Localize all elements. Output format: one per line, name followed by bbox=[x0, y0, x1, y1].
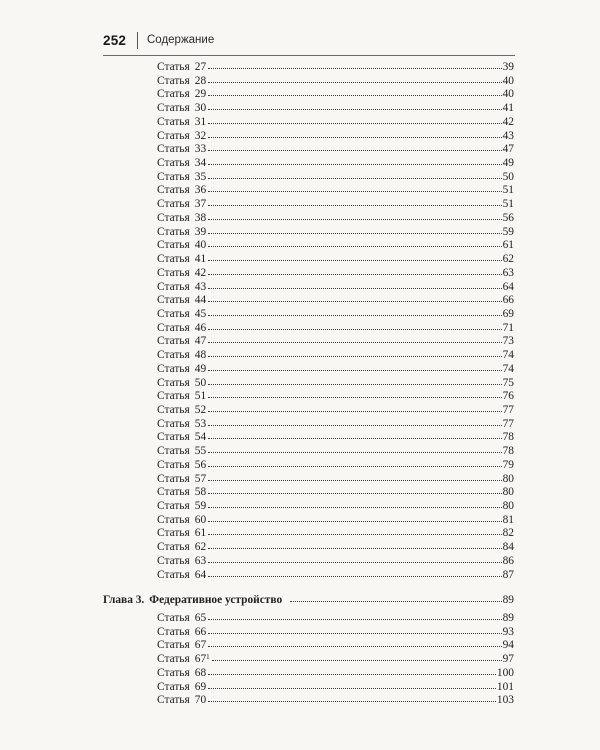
toc-entry-number-value: 44 bbox=[194, 294, 207, 306]
toc-entry-number-value: 33 bbox=[194, 143, 207, 155]
toc-entry-page: 84 bbox=[502, 541, 514, 553]
toc-entry-label: Статья bbox=[157, 555, 190, 567]
toc-entry-number bbox=[195, 500, 206, 513]
toc-entry bbox=[157, 115, 514, 128]
toc-entry-number bbox=[195, 694, 206, 707]
toc-entry-number-value: 35 bbox=[194, 171, 207, 183]
toc-entry-number bbox=[195, 184, 206, 197]
toc-entry-page: 42 bbox=[502, 116, 514, 128]
toc-entry-number bbox=[195, 363, 206, 376]
toc-entry-number bbox=[195, 102, 206, 115]
dot-leader bbox=[208, 498, 501, 508]
page-number: 252 bbox=[103, 33, 127, 48]
dot-leader bbox=[208, 86, 501, 96]
toc-entry bbox=[157, 142, 514, 155]
toc-entry-label: Статья bbox=[157, 157, 190, 169]
toc-entry-number bbox=[195, 143, 206, 156]
toc-entry-label: Статья bbox=[157, 198, 190, 210]
toc-entry-number bbox=[195, 116, 206, 129]
toc-entry-number-value: 62 bbox=[194, 541, 207, 553]
toc-entry-number-value: 36 bbox=[194, 184, 207, 196]
dot-leader bbox=[208, 196, 501, 206]
toc-entry bbox=[157, 183, 514, 196]
toc-entry-label: Статья bbox=[157, 281, 190, 293]
dot-leader bbox=[208, 512, 501, 522]
toc-entry bbox=[157, 485, 514, 498]
toc-entry-page: 47 bbox=[502, 143, 514, 155]
dot-leader bbox=[208, 388, 501, 398]
toc-entry-page: 50 bbox=[502, 171, 514, 183]
toc-entry-page: 66 bbox=[502, 294, 514, 306]
toc-entry-number-value: 67 bbox=[194, 653, 207, 665]
toc-entry-page: 77 bbox=[502, 418, 514, 430]
dot-leader bbox=[208, 553, 501, 563]
toc-entry-number bbox=[195, 404, 206, 417]
dot-leader bbox=[208, 155, 501, 165]
toc-entry-page: 103 bbox=[496, 694, 514, 706]
toc-chapter-heading bbox=[103, 593, 514, 608]
toc-entry-page: 40 bbox=[502, 75, 514, 87]
toc-entry-number bbox=[195, 569, 206, 582]
toc-entry-number-value: 47 bbox=[194, 335, 207, 347]
dot-leader bbox=[208, 169, 501, 179]
toc-entry bbox=[157, 499, 514, 512]
toc-entry-page: 77 bbox=[502, 404, 514, 416]
toc-entry-number bbox=[195, 239, 206, 252]
dot-leader bbox=[208, 692, 496, 702]
toc-entry-label: Статья bbox=[157, 308, 190, 320]
toc-entry-page: 69 bbox=[502, 308, 514, 320]
toc-entry-page: 94 bbox=[502, 639, 514, 651]
toc-entry-label: Статья bbox=[157, 681, 190, 693]
toc-entry bbox=[157, 87, 514, 100]
toc-entry-number-value: 55 bbox=[194, 445, 207, 457]
toc-entry bbox=[157, 611, 514, 624]
dot-leader bbox=[208, 361, 501, 371]
toc-entry-number-value: 65 bbox=[194, 612, 207, 624]
toc-entry bbox=[157, 156, 514, 169]
toc-entry-label: Статья bbox=[157, 143, 190, 155]
toc-entry-number-value: 40 bbox=[194, 239, 207, 251]
toc-entry-number bbox=[195, 527, 206, 540]
toc-entry-page: 73 bbox=[502, 335, 514, 347]
toc-entry-number bbox=[195, 157, 206, 170]
toc-entry-number-value: 67 bbox=[194, 639, 207, 651]
toc-entry-number-value: 64 bbox=[194, 569, 207, 581]
dot-leader bbox=[208, 347, 501, 357]
toc-entry bbox=[157, 362, 514, 375]
toc-entry-number bbox=[195, 431, 206, 444]
toc-entry-label: Статья bbox=[157, 130, 190, 142]
dot-leader bbox=[212, 651, 502, 661]
running-header-title: Содержание bbox=[147, 34, 215, 46]
toc-entry-page: 59 bbox=[502, 226, 514, 238]
dot-leader bbox=[208, 141, 501, 151]
toc-entry-number-value: 46 bbox=[194, 322, 207, 334]
toc-entry-page: 87 bbox=[502, 569, 514, 581]
dot-leader bbox=[208, 539, 501, 549]
toc-entry-number-value: 70 bbox=[194, 694, 207, 706]
toc-entry-number-value: 27 bbox=[194, 61, 207, 73]
toc-entry bbox=[157, 458, 514, 471]
toc-entry-page: 86 bbox=[502, 555, 514, 567]
toc-entry bbox=[157, 638, 514, 651]
toc-entry-number-value: 58 bbox=[194, 486, 207, 498]
toc-entry-page: 74 bbox=[502, 363, 514, 375]
toc-entry-page: 74 bbox=[502, 349, 514, 361]
toc-entry-number-value: 54 bbox=[194, 431, 207, 443]
toc-entry-label: Статья bbox=[157, 184, 190, 196]
toc-entry-number-value: 42 bbox=[194, 267, 207, 279]
toc-entry-label: Статья bbox=[157, 61, 190, 73]
toc-entry-number bbox=[195, 88, 206, 101]
toc-entry-label: Статья bbox=[157, 390, 190, 402]
toc-entry bbox=[157, 211, 514, 224]
toc-entry-number bbox=[195, 612, 206, 625]
toc-entry-page: 61 bbox=[502, 239, 514, 251]
toc-entry-page: 79 bbox=[502, 459, 514, 471]
toc-entry-page: 97 bbox=[502, 653, 514, 665]
toc-entry-label: Статья bbox=[157, 349, 190, 361]
toc-entry-number-value: 43 bbox=[194, 281, 207, 293]
toc-entry-number-value: 61 bbox=[194, 527, 207, 539]
dot-leader bbox=[208, 443, 501, 453]
toc-entry-number-value: 38 bbox=[194, 212, 207, 224]
toc-entry-number bbox=[195, 486, 206, 499]
dot-leader bbox=[208, 665, 496, 675]
toc-entry bbox=[157, 444, 514, 457]
dot-leader bbox=[208, 457, 501, 467]
toc-entry-number-value: 32 bbox=[194, 130, 207, 142]
toc-entry bbox=[157, 554, 514, 567]
toc-entry bbox=[157, 526, 514, 539]
toc-entry-label: Статья bbox=[157, 445, 190, 457]
dot-leader bbox=[208, 100, 501, 110]
dot-leader bbox=[208, 251, 501, 261]
chapter-title: Федеративное устройство bbox=[149, 594, 283, 606]
header-separator bbox=[137, 32, 138, 49]
dot-leader bbox=[208, 637, 501, 647]
toc-entry-label: Статья bbox=[157, 694, 190, 706]
toc-entry-label: Статья bbox=[157, 322, 190, 334]
toc-entry bbox=[157, 101, 514, 114]
toc-entry-label: Статья bbox=[157, 514, 190, 526]
toc-entry-page: 41 bbox=[502, 102, 514, 114]
toc-entry-label: Статья bbox=[157, 418, 190, 430]
toc-entry-label: Статья bbox=[157, 527, 190, 539]
toc-entry-label: Статья bbox=[157, 626, 190, 638]
toc-entry-number bbox=[195, 390, 206, 403]
toc-entry-label: Статья bbox=[157, 612, 190, 624]
toc-entry-number bbox=[195, 267, 206, 280]
toc-entry-number bbox=[195, 253, 206, 266]
toc-entry bbox=[157, 403, 514, 416]
toc-entry bbox=[157, 666, 514, 679]
toc-entry-page: 63 bbox=[502, 267, 514, 279]
dot-leader bbox=[208, 402, 501, 412]
dot-leader bbox=[208, 333, 501, 343]
toc-entry-label: Статья bbox=[157, 377, 190, 389]
toc-entry-number-value: 37 bbox=[194, 198, 207, 210]
toc-entry-page: 76 bbox=[502, 390, 514, 402]
toc-entry bbox=[157, 238, 514, 251]
toc-entry-number-value: 56 bbox=[194, 459, 207, 471]
toc-entry-number-value: 68 bbox=[194, 667, 207, 679]
dot-leader bbox=[208, 567, 501, 577]
toc-entry-number bbox=[195, 667, 206, 680]
dot-leader bbox=[208, 182, 501, 192]
toc-entry-number bbox=[195, 445, 206, 458]
toc-entry bbox=[157, 693, 514, 706]
toc-entry-label: Статья bbox=[157, 473, 190, 485]
toc-entry-number-value: 29 bbox=[194, 88, 207, 100]
toc-entry-number-value: 59 bbox=[194, 500, 207, 512]
toc-entry-label: Статья bbox=[157, 171, 190, 183]
toc-entry-number-value: 49 bbox=[194, 363, 207, 375]
toc-entry-label: Статья bbox=[157, 267, 190, 279]
chapter-label: Глава 3. bbox=[103, 594, 145, 606]
toc-entry-number-value: 31 bbox=[194, 116, 207, 128]
toc-entry bbox=[157, 307, 514, 320]
toc-entry-page: 93 bbox=[502, 626, 514, 638]
running-header bbox=[103, 33, 515, 56]
toc-entry-number-value: 66 bbox=[194, 626, 207, 638]
dot-leader bbox=[208, 128, 501, 138]
dot-leader bbox=[208, 237, 501, 247]
toc-entry bbox=[157, 389, 514, 402]
toc-entry-label: Статья bbox=[157, 102, 190, 114]
toc-entry-number bbox=[195, 198, 206, 211]
toc-entry-label: Статья bbox=[157, 486, 190, 498]
toc-entry-number-value: 48 bbox=[194, 349, 207, 361]
toc-entry-number bbox=[195, 349, 206, 362]
toc-entry bbox=[157, 252, 514, 265]
toc-entry-number-value: 45 bbox=[194, 308, 207, 320]
toc-entry-label: Статья bbox=[157, 212, 190, 224]
toc-entry-number bbox=[195, 335, 206, 348]
toc-entry-label: Статья bbox=[157, 363, 190, 375]
toc-entry-label: Статья bbox=[157, 569, 190, 581]
toc-entry-page: 100 bbox=[496, 667, 514, 679]
dot-leader bbox=[208, 306, 501, 316]
toc-entry-page: 78 bbox=[502, 445, 514, 457]
toc-entry-page: 80 bbox=[502, 500, 514, 512]
toc-entry bbox=[157, 652, 514, 665]
toc-entry-number-value: 53 bbox=[194, 418, 207, 430]
toc-entry-page: 71 bbox=[502, 322, 514, 334]
toc-entry-page: 82 bbox=[502, 527, 514, 539]
toc-entry-label: Статья bbox=[157, 459, 190, 471]
dot-leader bbox=[208, 429, 501, 439]
toc-entry-number-value: 69 bbox=[194, 681, 207, 693]
toc-entry-page: 43 bbox=[502, 130, 514, 142]
toc-entry-number-value: 30 bbox=[194, 102, 207, 114]
chapter-page: 89 bbox=[502, 594, 514, 606]
dot-leader bbox=[208, 471, 501, 481]
toc-entry-number-value: 39 bbox=[194, 226, 207, 238]
toc-entry-page: 78 bbox=[502, 431, 514, 443]
toc-entry-page: 49 bbox=[502, 157, 514, 169]
dot-leader bbox=[208, 416, 501, 426]
dot-leader bbox=[290, 592, 501, 602]
toc-entry-number bbox=[195, 212, 206, 225]
dot-leader bbox=[208, 210, 501, 220]
toc-entry-label: Статья bbox=[157, 239, 190, 251]
toc-entry bbox=[157, 348, 514, 361]
toc-entry-number-value: 28 bbox=[194, 75, 207, 87]
toc-entry-number bbox=[195, 459, 206, 472]
toc-entry-page: 89 bbox=[502, 612, 514, 624]
toc-entry-label: Статья bbox=[157, 431, 190, 443]
dot-leader bbox=[208, 525, 501, 535]
toc-entry-number-value: 51 bbox=[194, 390, 207, 402]
toc-entry bbox=[157, 334, 514, 347]
toc-entry-label: Статья bbox=[157, 639, 190, 651]
toc-entry-number-value: 41 bbox=[194, 253, 207, 265]
toc-entry-page: 56 bbox=[502, 212, 514, 224]
dot-leader bbox=[208, 73, 501, 83]
dot-leader bbox=[208, 610, 501, 620]
toc-entry-number-value: 50 bbox=[194, 377, 207, 389]
toc-entry-page: 40 bbox=[502, 88, 514, 100]
toc-entry-page: 80 bbox=[502, 473, 514, 485]
toc-entry-label: Статья bbox=[157, 226, 190, 238]
toc-entry-label: Статья bbox=[157, 404, 190, 416]
toc-entry bbox=[157, 266, 514, 279]
toc-entry-page: 81 bbox=[502, 514, 514, 526]
toc-entry-page: 75 bbox=[502, 377, 514, 389]
toc-entry-page: 101 bbox=[496, 681, 514, 693]
toc-entry-page: 80 bbox=[502, 486, 514, 498]
toc-entry-superscript: 1 bbox=[206, 653, 210, 661]
toc-entry-number-value: 52 bbox=[194, 404, 207, 416]
toc-entry-number bbox=[195, 61, 206, 74]
toc-entry-label: Статья bbox=[157, 667, 190, 679]
toc-entry bbox=[157, 568, 514, 581]
toc-entry-label: Статья bbox=[157, 253, 190, 265]
toc-entry-page: 39 bbox=[502, 61, 514, 73]
toc-entry-label: Статья bbox=[157, 75, 190, 87]
toc-entry-number-value: 63 bbox=[194, 555, 207, 567]
toc-entry-number-value: 57 bbox=[194, 473, 207, 485]
toc-entry-label: Статья bbox=[157, 88, 190, 100]
dot-leader bbox=[208, 375, 501, 385]
toc-entry-label: Статья bbox=[157, 294, 190, 306]
toc-entry-number-value: 60 bbox=[194, 514, 207, 526]
toc-entry bbox=[157, 293, 514, 306]
dot-leader bbox=[208, 320, 501, 330]
toc-entry-number bbox=[195, 294, 206, 307]
toc-entry-label: Статья bbox=[157, 541, 190, 553]
toc-entry-number bbox=[195, 541, 206, 554]
dot-leader bbox=[208, 679, 496, 689]
dot-leader bbox=[208, 279, 501, 289]
dot-leader bbox=[208, 224, 501, 234]
dot-leader bbox=[208, 484, 501, 494]
toc-entry-label: Статья bbox=[157, 116, 190, 128]
dot-leader bbox=[208, 624, 501, 634]
toc-entry-number bbox=[195, 555, 206, 568]
toc-entry-number bbox=[195, 639, 206, 652]
dot-leader bbox=[208, 59, 501, 69]
toc-entry-page: 51 bbox=[502, 184, 514, 196]
toc-entry-page: 64 bbox=[502, 281, 514, 293]
toc-entry-number bbox=[195, 308, 206, 321]
dot-leader bbox=[208, 265, 501, 275]
toc-entry bbox=[157, 540, 514, 553]
toc-entry-page: 62 bbox=[502, 253, 514, 265]
toc-entry bbox=[157, 430, 514, 443]
toc-entry-number-value: 34 bbox=[194, 157, 207, 169]
toc-entry bbox=[157, 197, 514, 210]
dot-leader bbox=[208, 114, 501, 124]
toc-entry-page: 51 bbox=[502, 198, 514, 210]
toc-entry-label: Статья bbox=[157, 500, 190, 512]
toc-entry-label: Статья bbox=[157, 335, 190, 347]
dot-leader bbox=[208, 292, 501, 302]
toc-entry-label: Статья bbox=[157, 653, 190, 665]
toc-entry bbox=[157, 60, 514, 73]
